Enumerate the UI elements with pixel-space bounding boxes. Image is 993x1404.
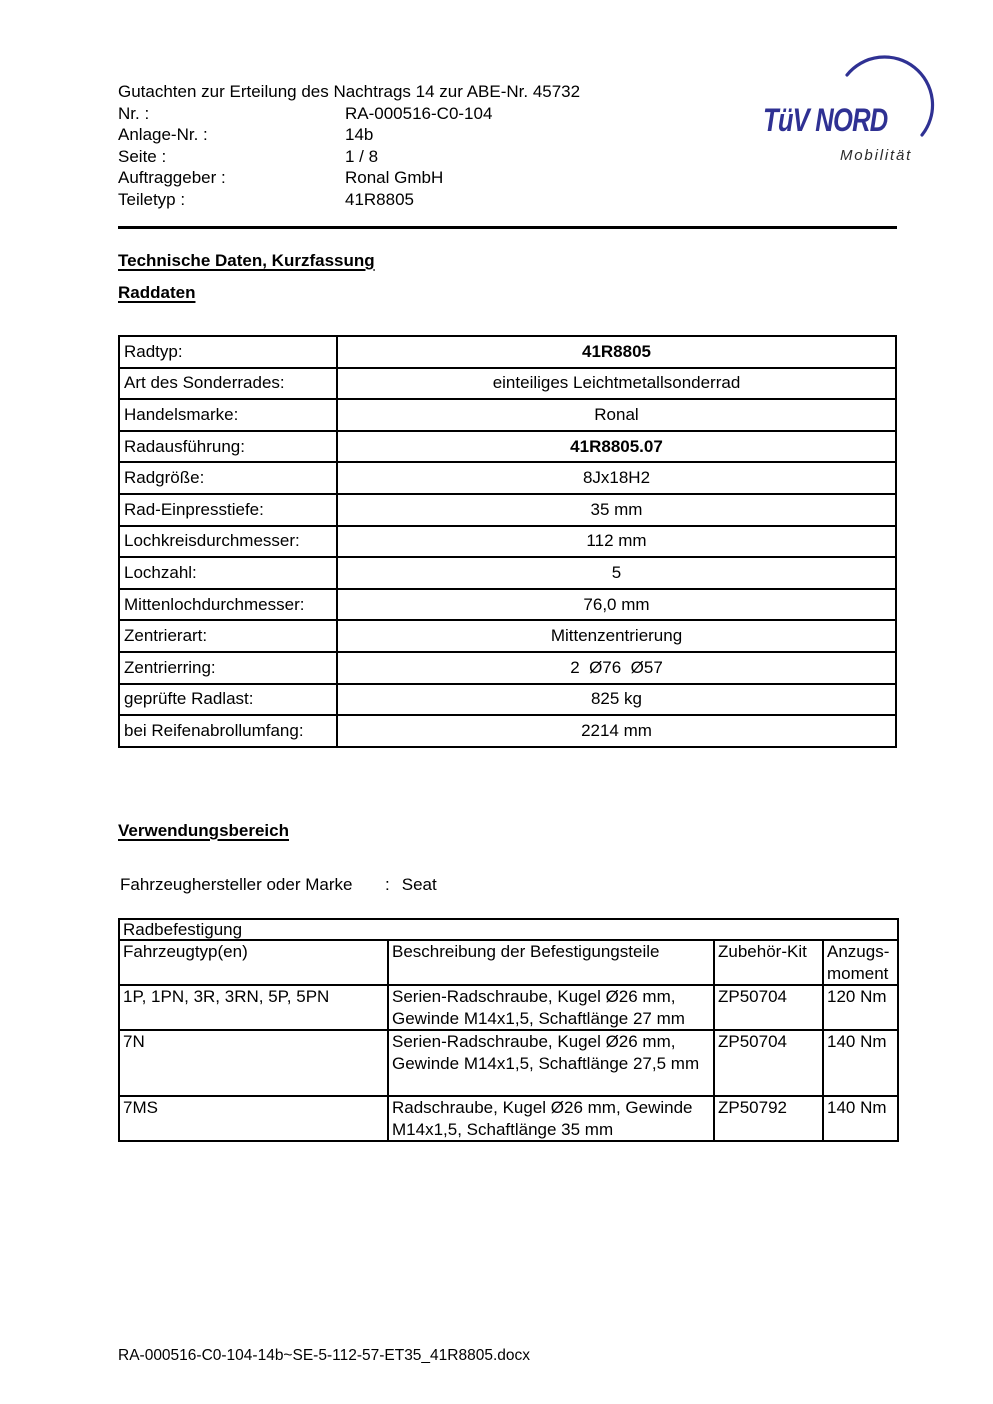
header-divider <box>118 226 897 229</box>
radbefestigung-row <box>119 985 898 1030</box>
header-field-label: Nr. : <box>118 103 150 123</box>
raddaten-label-cell: Radtyp: <box>119 336 337 368</box>
raddaten-row <box>119 620 896 652</box>
raddaten-value-cell: 112 mm <box>337 526 896 558</box>
raddaten-label-cell: Radgröße: <box>119 462 337 494</box>
raddaten-value-cell: einteiliges Leichtmetallsonderrad <box>337 368 896 400</box>
radbefestigung-zubehoer-kit-cell: ZP50792 <box>714 1096 823 1141</box>
header-field-label: Seite : <box>118 146 167 166</box>
header-field <box>118 189 678 211</box>
raddaten-label-cell: Zentrierring: <box>119 652 337 684</box>
raddaten-label-cell: Rad-Einpresstiefe: <box>119 494 337 526</box>
raddaten-row <box>119 494 896 526</box>
hersteller-separator: : <box>385 875 390 894</box>
header-field-label: Anlage-Nr. : <box>118 125 208 144</box>
header-fields <box>118 103 678 211</box>
hersteller-line <box>120 875 437 895</box>
raddaten-row <box>119 431 896 463</box>
radbefestigung-anzugsmoment-cell: 140 Nm <box>823 1096 898 1141</box>
header-field-value: Ronal GmbH <box>345 168 444 187</box>
raddaten-label-cell: Mittenlochdurchmesser: <box>119 589 337 621</box>
raddaten-label-cell: Zentrierart: <box>119 620 337 652</box>
raddaten-row <box>119 589 896 621</box>
tuv-nord-logo <box>740 45 955 175</box>
radbefestigung-zubehoer-kit-cell: ZP50704 <box>714 1030 823 1096</box>
raddaten-label-cell: Lochkreisdurchmesser: <box>119 526 337 558</box>
logo-brand-text: TüV NORD <box>763 102 888 138</box>
raddaten-row <box>119 399 896 431</box>
header-field <box>118 124 678 146</box>
raddaten-label-cell: bei Reifenabrollumfang: <box>119 715 337 747</box>
header-field-value: RA-000516-C0-104 <box>345 103 493 123</box>
radbefestigung-beschreibung-cell: Radschraube, Kugel Ø26 mm, Gewinde M14x1,5, Schaftlänge 35 mm <box>388 1096 714 1141</box>
radbefestigung-row <box>119 1030 898 1096</box>
header-field <box>118 146 678 168</box>
radbefestigung-fahrzeugtyp-cell: 1P, 1PN, 3R, 3RN, 5P, 5PN <box>119 985 388 1030</box>
section-heading-technische-daten: Technische Daten, Kurzfassung <box>118 251 375 270</box>
raddaten-value-cell: 41R8805 <box>337 336 896 368</box>
radbefestigung-header-row <box>119 940 898 985</box>
raddaten-label-cell: Art des Sonderrades: <box>119 368 337 400</box>
raddaten-row <box>119 684 896 716</box>
raddaten-label-cell: Handelsmarke: <box>119 399 337 431</box>
raddaten-row <box>119 462 896 494</box>
footer-filename: RA-000516-C0-104-14b~SE-5-112-57-ET35_41R8805.docx <box>118 1347 531 1364</box>
raddaten-row <box>119 336 896 368</box>
header-field <box>118 167 678 189</box>
raddaten-table-body <box>119 336 896 747</box>
header-field <box>118 103 678 125</box>
section-heading-verwendungsbereich: Verwendungsbereich <box>118 821 289 840</box>
radbefestigung-fahrzeugtyp-cell: 7MS <box>119 1096 388 1141</box>
raddaten-value-cell: 825 kg <box>337 684 896 716</box>
raddaten-row <box>119 368 896 400</box>
raddaten-row <box>119 526 896 558</box>
hersteller-value: Seat <box>401 875 437 894</box>
radbefestigung-zubehoer-kit-cell: ZP50704 <box>714 985 823 1030</box>
header-field-value: 41R8805 <box>345 189 415 209</box>
hersteller-label: Fahrzeughersteller oder Marke <box>120 875 353 894</box>
raddaten-value-cell: 5 <box>337 557 896 589</box>
raddaten-label-cell: Lochzahl: <box>119 557 337 589</box>
header-field-value: 14b <box>345 125 374 144</box>
raddaten-value-cell: 8Jx18H2 <box>337 462 896 494</box>
raddaten-row <box>119 715 896 747</box>
raddaten-label-cell: Radausführung: <box>119 431 337 463</box>
radbefestigung-table-body <box>119 985 898 1141</box>
header-field-label: Teiletyp : <box>118 189 186 209</box>
raddaten-value-cell: Ronal <box>337 399 896 431</box>
raddaten-row <box>119 557 896 589</box>
radbefestigung-anzugsmoment-cell: 140 Nm <box>823 1030 898 1096</box>
raddaten-value-cell: 2 Ø76 Ø57 <box>337 652 896 684</box>
raddaten-value-cell: 41R8805.07 <box>337 431 896 463</box>
raddaten-value-cell: 2214 mm <box>337 715 896 747</box>
logo-tagline: Mobilität <box>840 147 913 164</box>
radbefestigung-column-header: Beschreibung der Befestigungsteile <box>388 940 714 985</box>
header-field-label: Auftraggeber : <box>118 168 226 187</box>
section-heading-raddaten: Raddaten <box>118 283 196 302</box>
document-header <box>118 81 678 210</box>
raddaten-value-cell: Mittenzentrierung <box>337 620 896 652</box>
radbefestigung-beschreibung-cell: Serien-Radschraube, Kugel Ø26 mm, Gewinde M14x1,5, Schaftlänge 27,5 mm <box>388 1030 714 1096</box>
raddaten-label-cell: geprüfte Radlast: <box>119 684 337 716</box>
raddaten-row <box>119 652 896 684</box>
radbefestigung-anzugsmoment-cell: 120 Nm <box>823 985 898 1030</box>
radbefestigung-fahrzeugtyp-cell: 7N <box>119 1030 388 1096</box>
radbefestigung-column-header: Zubehör-Kit <box>714 940 823 985</box>
radbefestigung-column-header: Anzugs-moment <box>823 940 898 985</box>
radbefestigung-caption-row <box>119 919 898 940</box>
radbefestigung-caption: Radbefestigung <box>119 919 898 940</box>
radbefestigung-column-header: Fahrzeugtyp(en) <box>119 940 388 985</box>
radbefestigung-row <box>119 1096 898 1141</box>
header-title: Gutachten zur Erteilung des Nachtrags 14 zur ABE-Nr. 45732 <box>118 82 581 101</box>
raddaten-table <box>118 335 897 748</box>
radbefestigung-beschreibung-cell: Serien-Radschraube, Kugel Ø26 mm, Gewinde M14x1,5, Schaftlänge 27 mm <box>388 985 714 1030</box>
header-field-value: 1 / 8 <box>345 146 379 166</box>
raddaten-value-cell: 35 mm <box>337 494 896 526</box>
raddaten-value-cell: 76,0 mm <box>337 589 896 621</box>
radbefestigung-table <box>118 918 899 1142</box>
